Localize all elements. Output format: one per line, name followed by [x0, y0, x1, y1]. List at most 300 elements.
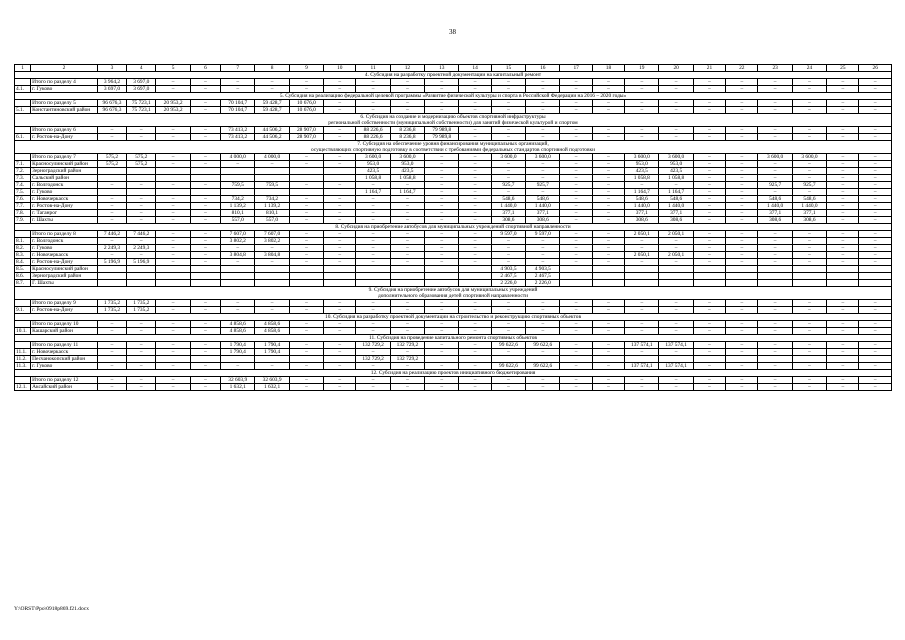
table-cell — [221, 175, 255, 182]
table-cell: – — [190, 134, 220, 141]
row-label: Песчанокопский район — [31, 356, 98, 363]
table-cell: – — [491, 252, 525, 259]
column-number: 11 — [356, 65, 390, 72]
table-cell: – — [560, 321, 592, 328]
table-cell: 4 858,6 — [221, 321, 255, 328]
table-cell: – — [190, 210, 220, 217]
table-cell: – — [356, 349, 390, 356]
section-heading: 9. Субсидия на приобретение автобусов для муниципальных учреждений дополнительного образования детей спортивной направленности — [15, 287, 892, 300]
table-cell: – — [526, 107, 560, 114]
table-cell: – — [127, 210, 156, 217]
table-cell: – — [459, 252, 491, 259]
table-cell: – — [726, 127, 758, 134]
table-cell: 73 413,2 — [221, 127, 255, 134]
table-cell: – — [390, 307, 424, 314]
table-cell: 132 729,2 — [390, 342, 424, 349]
table-cell: – — [289, 363, 323, 370]
table-cell: – — [592, 107, 624, 114]
table-cell: – — [127, 217, 156, 224]
table-cell: – — [459, 154, 491, 161]
table-cell — [592, 266, 624, 273]
table-cell: 59 428,7 — [255, 107, 289, 114]
table-cell: – — [255, 245, 289, 252]
row-label: Зерноградский район — [31, 273, 98, 280]
table-cell: 548,6 — [659, 196, 693, 203]
table-cell: – — [491, 321, 525, 328]
table-cell: – — [221, 161, 255, 168]
table-row — [15, 203, 892, 210]
table-cell: – — [726, 231, 758, 238]
table-row — [15, 231, 892, 238]
table-cell: 3 804,8 — [221, 252, 255, 259]
table-cell: – — [459, 203, 491, 210]
table-cell: – — [827, 238, 859, 245]
table-cell — [726, 266, 758, 273]
table-cell — [659, 356, 693, 363]
table-cell: – — [693, 182, 725, 189]
table-cell: – — [356, 86, 390, 93]
table-cell: – — [625, 182, 659, 189]
table-cell — [255, 356, 289, 363]
table-cell: – — [324, 79, 356, 86]
table-cell — [693, 280, 725, 287]
table-cell — [859, 356, 892, 363]
table-cell: – — [693, 328, 725, 335]
table-cell — [289, 175, 323, 182]
table-cell: 70 104,7 — [221, 100, 255, 107]
table-row — [15, 168, 892, 175]
table-cell — [255, 280, 289, 287]
table-cell: – — [792, 328, 826, 335]
table-cell: – — [324, 231, 356, 238]
table-cell: 1 735,2 — [127, 300, 156, 307]
table-cell: – — [255, 259, 289, 266]
table-cell: 44 506,2 — [255, 134, 289, 141]
table-cell: – — [625, 238, 659, 245]
row-label: г. Новочеркасск — [31, 252, 98, 259]
table-cell: – — [324, 182, 356, 189]
table-cell: – — [726, 363, 758, 370]
table-cell: – — [792, 245, 826, 252]
column-number: 17 — [560, 65, 592, 72]
table-cell: – — [659, 307, 693, 314]
column-number: 19 — [625, 65, 659, 72]
table-cell: – — [289, 300, 323, 307]
table-cell: – — [560, 86, 592, 93]
table-cell: – — [827, 342, 859, 349]
table-cell: – — [190, 300, 220, 307]
table-cell: – — [289, 342, 323, 349]
table-row — [15, 266, 892, 273]
table-cell: – — [324, 252, 356, 259]
table-cell — [97, 273, 126, 280]
table-cell: – — [659, 300, 693, 307]
table-cell: – — [390, 210, 424, 217]
table-cell: – — [156, 349, 190, 356]
table-cell — [127, 273, 156, 280]
table-cell: – — [859, 328, 892, 335]
table-cell: – — [190, 252, 220, 259]
table-cell — [425, 266, 459, 273]
table-cell: – — [491, 127, 525, 134]
table-cell: – — [390, 259, 424, 266]
table-cell: 5 196,9 — [97, 259, 126, 266]
table-cell: – — [625, 245, 659, 252]
table-cell: – — [190, 182, 220, 189]
table-cell: – — [425, 210, 459, 217]
section-heading-row — [15, 93, 892, 100]
table-cell: – — [560, 377, 592, 384]
table-cell: – — [190, 259, 220, 266]
table-cell: 2 050,1 — [625, 252, 659, 259]
table-cell: – — [289, 252, 323, 259]
table-cell — [255, 273, 289, 280]
table-cell: – — [827, 175, 859, 182]
table-cell: – — [324, 100, 356, 107]
table-cell — [156, 175, 190, 182]
table-cell: – — [560, 210, 592, 217]
table-cell: – — [827, 203, 859, 210]
table-cell: – — [726, 182, 758, 189]
table-cell: 2 249,3 — [127, 245, 156, 252]
table-cell: – — [324, 154, 356, 161]
table-cell — [560, 280, 592, 287]
section-heading-row — [15, 335, 892, 342]
table-cell: 2 050,1 — [625, 231, 659, 238]
table-cell: – — [726, 384, 758, 391]
table-cell: – — [491, 377, 525, 384]
table-cell: – — [526, 307, 560, 314]
table-cell: – — [526, 259, 560, 266]
table-cell — [625, 273, 659, 280]
table-cell: – — [491, 245, 525, 252]
table-cell: – — [560, 328, 592, 335]
table-cell: 5 196,9 — [127, 259, 156, 266]
table-cell: 1 440,0 — [625, 203, 659, 210]
table-cell: – — [289, 79, 323, 86]
table-cell: 810,1 — [255, 210, 289, 217]
table-cell: 377,1 — [625, 210, 659, 217]
row-label: Итого по разделу 8 — [31, 231, 98, 238]
table-cell: 4 903,5 — [491, 266, 525, 273]
table-cell: – — [156, 300, 190, 307]
section-heading-row — [15, 370, 892, 377]
table-cell: – — [560, 203, 592, 210]
section-heading: 4. Субсидия на разработку проектной документации на капитальный ремонт — [15, 72, 892, 79]
table-cell — [560, 273, 592, 280]
table-cell: – — [827, 321, 859, 328]
table-cell: 8 236,8 — [390, 127, 424, 134]
table-cell: – — [324, 384, 356, 391]
column-number: 26 — [859, 65, 892, 72]
row-label: г. Волгодонск — [31, 238, 98, 245]
table-cell: – — [758, 107, 792, 114]
table-cell: – — [356, 182, 390, 189]
table-cell: – — [693, 245, 725, 252]
table-cell: – — [255, 307, 289, 314]
column-number: 21 — [693, 65, 725, 72]
table-cell: – — [127, 384, 156, 391]
table-cell: – — [859, 203, 892, 210]
table-cell: – — [491, 307, 525, 314]
table-cell — [289, 356, 323, 363]
table-cell: – — [425, 175, 459, 182]
table-cell: 1 735,2 — [97, 307, 126, 314]
table-cell: – — [127, 342, 156, 349]
column-number: 24 — [792, 65, 826, 72]
row-label: Итого по разделу 5 — [31, 100, 98, 107]
column-number: 13 — [425, 65, 459, 72]
table-cell: – — [592, 217, 624, 224]
table-cell: – — [792, 79, 826, 86]
table-cell: – — [390, 79, 424, 86]
table-cell: – — [693, 203, 725, 210]
table-cell: – — [726, 307, 758, 314]
row-number: 7.8. — [15, 210, 31, 217]
table-cell: – — [190, 217, 220, 224]
table-cell: 70 104,7 — [221, 107, 255, 114]
table-cell: – — [526, 86, 560, 93]
section-heading: 11. Субсидия на проведение капитального ремонта спортивных объектов — [15, 335, 892, 342]
table-cell — [827, 356, 859, 363]
table-cell — [127, 356, 156, 363]
table-row — [15, 273, 892, 280]
table-cell: – — [859, 196, 892, 203]
row-number — [15, 300, 31, 307]
table-cell: – — [526, 321, 560, 328]
row-label: Зерноградский район — [31, 168, 98, 175]
table-cell: – — [859, 300, 892, 307]
column-number: 7 — [221, 65, 255, 72]
table-cell: – — [127, 127, 156, 134]
table-cell: 79 989,8 — [425, 134, 459, 141]
table-cell — [221, 266, 255, 273]
table-cell — [459, 273, 491, 280]
table-cell: – — [491, 175, 525, 182]
table-cell: 99 622,6 — [491, 363, 525, 370]
table-cell: – — [289, 231, 323, 238]
table-cell: – — [156, 154, 190, 161]
table-cell: – — [425, 238, 459, 245]
table-cell: 308,6 — [625, 217, 659, 224]
table-cell: 3 802,2 — [221, 238, 255, 245]
row-label: Сальский район — [31, 175, 98, 182]
table-cell — [255, 266, 289, 273]
table-cell: – — [859, 231, 892, 238]
table-cell: – — [592, 245, 624, 252]
table-cell: – — [827, 154, 859, 161]
table-cell: – — [190, 196, 220, 203]
table-cell: – — [356, 196, 390, 203]
table-cell — [97, 175, 126, 182]
table-row — [15, 252, 892, 259]
table-cell — [560, 356, 592, 363]
table-cell: – — [190, 231, 220, 238]
table-cell: 925,7 — [491, 182, 525, 189]
table-cell: – — [425, 321, 459, 328]
row-number: 7.2. — [15, 168, 31, 175]
table-cell: – — [255, 86, 289, 93]
table-cell: – — [693, 127, 725, 134]
row-label: Итого по разделу 7 — [31, 154, 98, 161]
table-cell: – — [827, 100, 859, 107]
table-cell: 3 600,0 — [792, 154, 826, 161]
table-cell: – — [390, 203, 424, 210]
table-row — [15, 377, 892, 384]
table-cell: – — [156, 134, 190, 141]
table-cell: 2 249,3 — [97, 245, 126, 252]
table-cell: – — [726, 161, 758, 168]
table-cell: – — [190, 328, 220, 335]
table-cell: 1 058,8 — [356, 175, 390, 182]
table-cell: – — [758, 259, 792, 266]
table-cell: – — [425, 377, 459, 384]
table-cell: – — [859, 189, 892, 196]
table-cell: – — [221, 79, 255, 86]
table-cell: – — [726, 79, 758, 86]
table-cell: 3 600,0 — [659, 154, 693, 161]
column-number: 4 — [127, 65, 156, 72]
table-cell: 96 676,3 — [97, 100, 126, 107]
table-cell: – — [425, 328, 459, 335]
table-cell: 548,6 — [491, 196, 525, 203]
table-cell — [190, 273, 220, 280]
table-cell: 96 676,3 — [97, 107, 126, 114]
table-cell: – — [324, 238, 356, 245]
row-number — [15, 377, 31, 384]
table-cell: – — [425, 384, 459, 391]
table-cell: – — [356, 210, 390, 217]
table-cell: 548,6 — [526, 196, 560, 203]
table-cell: – — [491, 328, 525, 335]
table-cell: – — [726, 203, 758, 210]
table-cell: – — [221, 363, 255, 370]
column-number: 10 — [324, 65, 356, 72]
table-cell: – — [459, 196, 491, 203]
table-cell: – — [289, 349, 323, 356]
table-cell: – — [827, 107, 859, 114]
table-cell — [356, 266, 390, 273]
table-cell: – — [827, 79, 859, 86]
table-cell — [324, 175, 356, 182]
table-cell: – — [758, 349, 792, 356]
table-cell: – — [859, 107, 892, 114]
table-cell: – — [592, 127, 624, 134]
table-cell: – — [390, 384, 424, 391]
table-cell: 1 440,0 — [526, 203, 560, 210]
section-heading: 6. Субсидия на создание и модернизацию объектов спортивной инфраструктуры региональной собственности (муниципальной собственности) для занятий физической культурой и спортом — [15, 114, 892, 127]
row-label: г. Гуково — [31, 86, 98, 93]
table-cell: – — [97, 328, 126, 335]
table-cell: – — [560, 259, 592, 266]
table-cell: – — [255, 79, 289, 86]
table-cell: – — [726, 196, 758, 203]
table-cell: – — [792, 321, 826, 328]
table-cell: – — [758, 189, 792, 196]
table-cell: – — [859, 384, 892, 391]
table-cell: 3 964,2 — [97, 79, 126, 86]
table-cell: – — [659, 127, 693, 134]
table-cell: – — [459, 231, 491, 238]
table-cell: – — [190, 203, 220, 210]
table-cell: – — [792, 175, 826, 182]
table-cell: – — [592, 363, 624, 370]
row-number: 7.4. — [15, 182, 31, 189]
table-cell: – — [758, 175, 792, 182]
table-cell: 1 164,7 — [390, 189, 424, 196]
table-cell: – — [156, 210, 190, 217]
section-heading: 8. Субсидия на приобретение автобусов для муниципальных учреждений спортивной направленности — [15, 224, 892, 231]
table-cell: – — [459, 127, 491, 134]
table-cell: – — [190, 363, 220, 370]
table-cell: – — [758, 238, 792, 245]
table-cell: – — [859, 100, 892, 107]
table-cell: – — [859, 154, 892, 161]
table-cell: – — [758, 384, 792, 391]
table-cell: – — [758, 321, 792, 328]
table-cell: 1 058,8 — [659, 175, 693, 182]
row-label: г. Волгодонск — [31, 182, 98, 189]
table-cell — [425, 356, 459, 363]
table-cell: – — [390, 86, 424, 93]
table-cell: – — [592, 210, 624, 217]
table-cell — [491, 356, 525, 363]
table-cell: – — [190, 377, 220, 384]
table-row — [15, 100, 892, 107]
table-cell: 575,2 — [127, 161, 156, 168]
table-cell: – — [356, 203, 390, 210]
table-cell — [156, 356, 190, 363]
table-cell — [356, 280, 390, 287]
table-cell: – — [827, 328, 859, 335]
table-cell: – — [758, 307, 792, 314]
table-cell: 137 574,1 — [625, 342, 659, 349]
table-cell: – — [289, 161, 323, 168]
table-cell — [693, 266, 725, 273]
table-cell: – — [827, 217, 859, 224]
table-cell: – — [758, 79, 792, 86]
table-cell: – — [726, 259, 758, 266]
table-cell: – — [491, 134, 525, 141]
table-cell: – — [156, 196, 190, 203]
table-cell: – — [693, 363, 725, 370]
table-cell: – — [390, 100, 424, 107]
table-cell: – — [390, 328, 424, 335]
table-cell: 759,5 — [221, 182, 255, 189]
table-cell: – — [526, 328, 560, 335]
table-cell: – — [97, 203, 126, 210]
table-cell — [459, 356, 491, 363]
table-cell — [827, 273, 859, 280]
table-cell: 2 226,0 — [526, 280, 560, 287]
table-cell: – — [560, 217, 592, 224]
budget-table — [14, 64, 892, 391]
table-cell: – — [491, 168, 525, 175]
table-cell: – — [356, 259, 390, 266]
table-cell: – — [156, 231, 190, 238]
table-cell: – — [526, 127, 560, 134]
table-cell: 759,5 — [255, 182, 289, 189]
table-cell: – — [792, 100, 826, 107]
table-cell — [726, 273, 758, 280]
table-cell — [289, 189, 323, 196]
row-label: Кашарский район — [31, 328, 98, 335]
table-cell — [827, 266, 859, 273]
table-cell: – — [190, 245, 220, 252]
table-cell — [255, 189, 289, 196]
table-cell: 377,1 — [491, 210, 525, 217]
table-cell: 925,7 — [792, 182, 826, 189]
